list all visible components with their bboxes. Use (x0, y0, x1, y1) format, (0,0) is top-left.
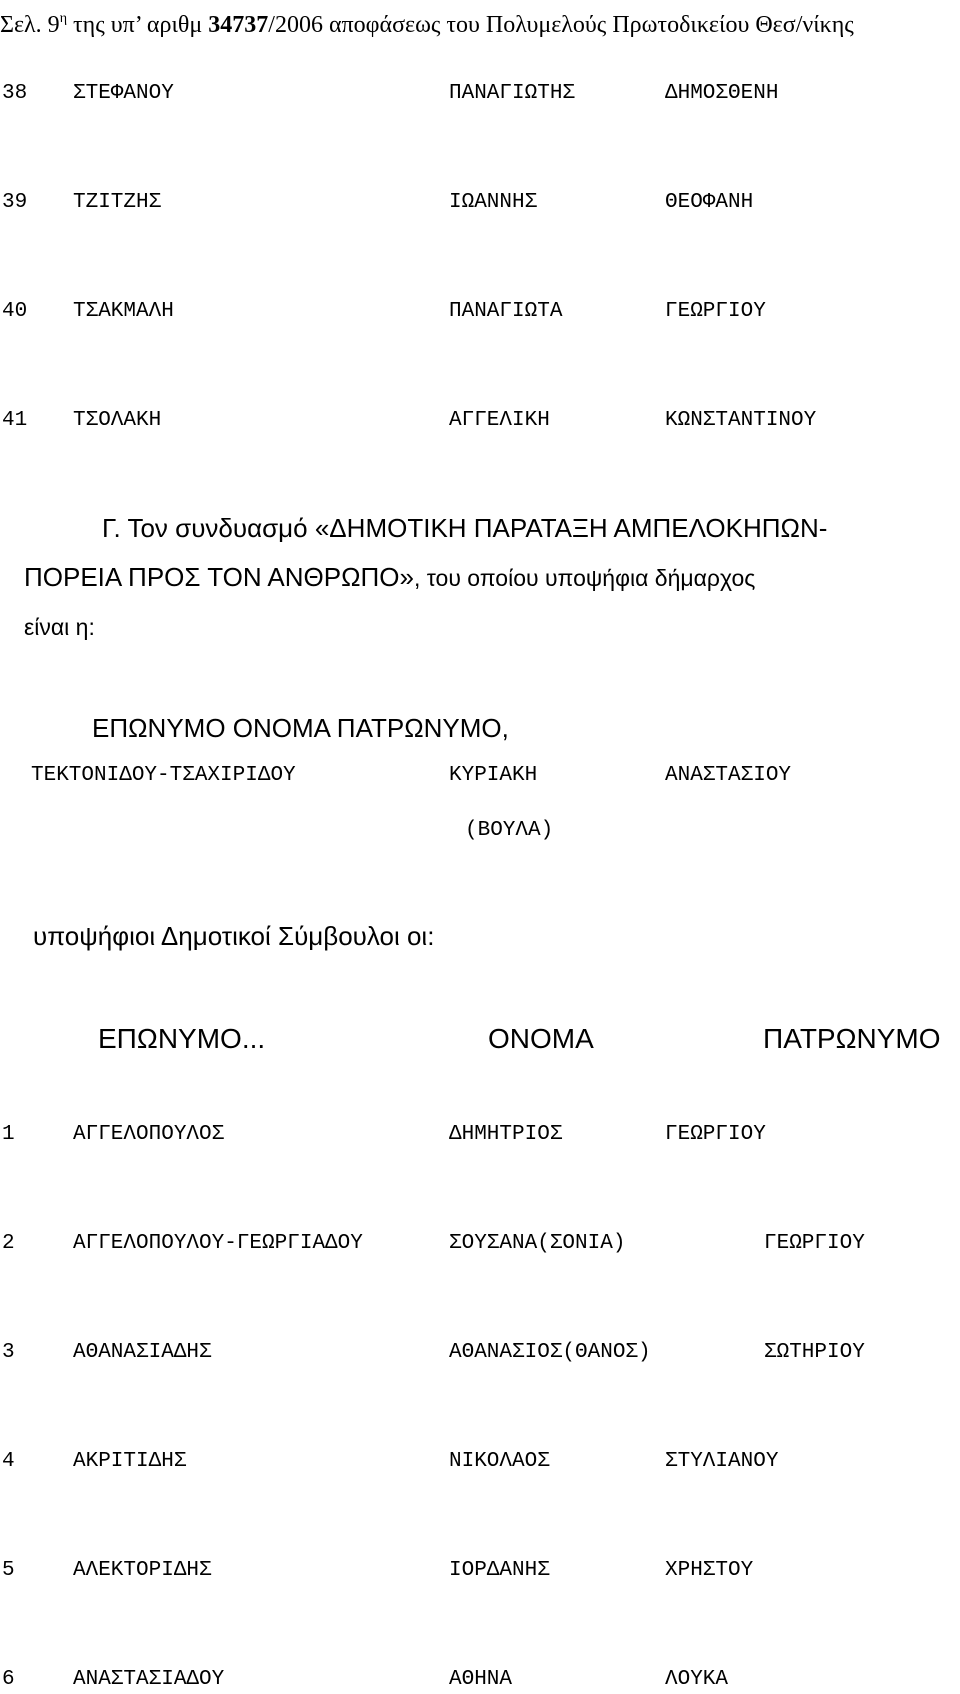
candidate-patronymic: ΧΡΗΣΤΟΥ (665, 1559, 754, 1582)
candidate-name: ΔΗΜΗΤΡΙΟΣ (449, 1123, 563, 1146)
candidate-row (0, 1448, 960, 1476)
row-number: 41 (2, 409, 28, 432)
row-number: 40 (2, 300, 28, 323)
candidate-number: 3 (2, 1341, 15, 1364)
mayor-patronymic: ΑΝΑΣΤΑΣΙΟΥ (665, 764, 792, 787)
candidate-surname: ΑΛΕΚΤΟΡΙΔΗΣ (73, 1559, 212, 1582)
candidate-patronymic: ΣΤΥΛΙΑΝΟΥ (665, 1450, 779, 1473)
candidate-number: 1 (2, 1123, 15, 1146)
decision-number: 34737 (208, 12, 269, 38)
row-number: 39 (2, 191, 28, 214)
section-paragraph (24, 504, 954, 652)
row-number: 38 (2, 82, 28, 105)
mayor-row (0, 762, 960, 790)
candidate-number: 2 (2, 1232, 15, 1255)
row-surname: ΤΖΙΤΖΗΣ (73, 191, 162, 214)
candidate-surname: ΑΚΡΙΤΙΔΗΣ (73, 1450, 187, 1473)
row-surname: ΤΣΟΛΑΚΗ (73, 409, 162, 432)
list-row (0, 298, 960, 326)
candidate-number: 5 (2, 1559, 15, 1582)
candidate-name: ΙΟΡΔΑΝΗΣ (449, 1559, 550, 1582)
section-line-3: είναι η: (24, 614, 95, 640)
candidate-number: 6 (2, 1668, 15, 1691)
section-line-1: Γ. Τον συνδυασμό «ΔΗΜΟΤΙΚΗ ΠΑΡΑΤΑΞΗ ΑΜΠΕΛΟΚΗΠΩΝ- (102, 513, 828, 543)
candidate-name: ΝΙΚΟΛΑΟΣ (449, 1450, 550, 1473)
row-name: ΙΩΑΝΝΗΣ (449, 191, 538, 214)
candidate-row (0, 1557, 960, 1585)
candidate-row (0, 1121, 960, 1149)
candidate-surname: ΑΘΑΝΑΣΙΑΔΗΣ (73, 1341, 212, 1364)
row-name: ΠΑΝΑΓΙΩΤΗΣ (449, 82, 576, 105)
row-patronymic: ΚΩΝΣΤΑΝΤΙΝΟΥ (665, 409, 817, 432)
header-suffix: /2006 αποφάσεως του Πολυμελούς Πρωτοδικείου Θεσ/νίκης (268, 12, 854, 38)
row-patronymic: ΘΕΟΦΑΝΗ (665, 191, 754, 214)
candidate-patronymic: ΓΕΩΡΓΙΟΥ (665, 1123, 766, 1146)
mayor-name: ΚΥΡΙΑΚΗ (449, 764, 538, 787)
page-header (0, 4, 960, 38)
row-patronymic: ΔΗΜΟΣΘΕΝΗ (665, 82, 779, 105)
candidates-column-header (0, 1022, 960, 1056)
row-surname: ΣΤΕΦΑΝΟΥ (73, 82, 174, 105)
header-prefix: Σελ. 9 (0, 12, 60, 38)
section-line-2 (24, 553, 954, 603)
column-surname: ΕΠΩΝΥΜΟ... (98, 1023, 266, 1054)
candidate-surname: ΑΝΑΣΤΑΣΙΑΔΟΥ (73, 1668, 225, 1691)
row-name: ΠΑΝΑΓΙΩΤΑ (449, 300, 563, 323)
candidate-surname: ΑΓΓΕΛΟΠΟΥΛΟΣ (73, 1123, 225, 1146)
candidate-patronymic: ΓΕΩΡΓΙΟΥ (764, 1232, 865, 1255)
column-patronymic: ΠΑΤΡΩΝΥΜΟ (763, 1023, 941, 1054)
mayor-nickname: (ΒΟΥΛΑ) (465, 819, 554, 842)
mayor-column-header: ΕΠΩΝΥΜΟ ΟΝΟΜΑ ΠΑΤΡΩΝΥΜΟ, (92, 713, 509, 743)
coalition-name-end: ΠΟΡΕΙΑ ΠΡΟΣ ΤΟΝ ΑΝΘΡΩΠΟ» (24, 562, 414, 592)
row-surname: ΤΣΑΚΜΑΛΗ (73, 300, 174, 323)
list-row (0, 80, 960, 108)
section-line-2-rest: , του οποίου υποψήφια δήμαρχος (414, 565, 756, 591)
candidate-patronymic: ΣΩΤΗΡΙΟΥ (764, 1341, 865, 1364)
row-name: ΑΓΓΕΛΙΚΗ (449, 409, 550, 432)
header-superscript: η (59, 11, 68, 26)
header-mid: της υπ’ αριθμ (67, 12, 209, 38)
candidate-row (0, 1339, 960, 1367)
row-patronymic: ΓΕΩΡΓΙΟΥ (665, 300, 766, 323)
candidate-surname: ΑΓΓΕΛΟΠΟΥΛΟΥ-ΓΕΩΡΓΙΑΔΟΥ (73, 1232, 363, 1255)
candidate-number: 4 (2, 1450, 15, 1473)
column-name: ΟΝΟΜΑ (488, 1023, 594, 1054)
candidate-patronymic: ΛΟΥΚΑ (665, 1668, 729, 1691)
candidate-row (0, 1666, 960, 1694)
candidate-row (0, 1230, 960, 1258)
candidate-name: ΣΟΥΣΑΝΑ(ΣΟΝΙΑ) (449, 1232, 626, 1255)
candidate-name: ΑΘΑΝΑΣΙΟΣ(ΘΑΝΟΣ) (449, 1341, 651, 1364)
list-row (0, 189, 960, 217)
candidate-name: ΑΘΗΝΑ (449, 1668, 513, 1691)
candidates-label: υποψήφιοι Δημοτικοί Σύμβουλοι οι: (33, 921, 435, 951)
list-row (0, 407, 960, 435)
mayor-surname: ΤΕΚΤΟΝΙΔΟΥ-ΤΣΑΧΙΡΙΔΟΥ (31, 764, 296, 787)
